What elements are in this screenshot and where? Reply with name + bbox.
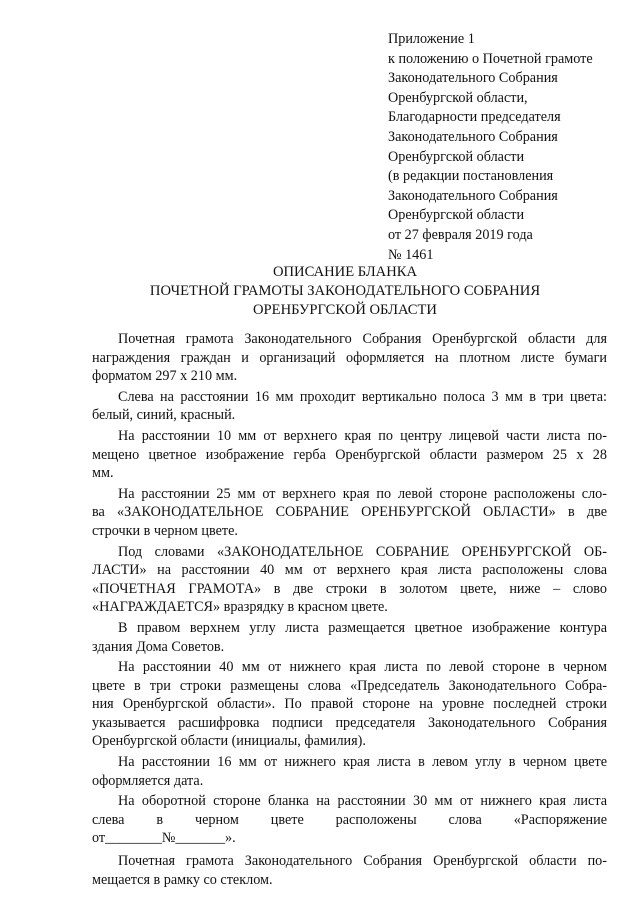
appendix-line: Законодательного Собрания xyxy=(388,128,558,145)
title-line: ОПИСАНИЕ БЛАНКА xyxy=(272,264,418,280)
appendix-line: Приложение 1 xyxy=(388,31,475,47)
paragraph-line: На расстоянии 40 мм от нижнего края листа по левой стороне в черном xyxy=(118,659,607,676)
paragraph-line: На расстоянии 16 мм от нижнего края листа в левом углу в черном цвете xyxy=(118,754,607,771)
title-line: ОРЕНБУРГСКОЙ ОБЛАСТИ xyxy=(253,302,437,318)
paragraph-assembly-words xyxy=(92,485,607,541)
paragraph-line: На расстоянии 25 мм от верхнего края по левой стороне расположены сло- xyxy=(118,485,607,502)
paragraph-stripe xyxy=(92,388,607,425)
paragraph-line: ва «ЗАКОНОДАТЕЛЬНОЕ СОБРАНИЕ ОРЕНБУРГСКОЙ ОБЛАСТИ» в две xyxy=(92,504,607,521)
appendix-line: Оренбургской области xyxy=(388,207,525,224)
paragraph-line: мм. xyxy=(92,465,114,482)
paragraph-building-image xyxy=(92,619,607,656)
appendix-line: Оренбургской области xyxy=(388,148,525,165)
paragraph-reverse-side xyxy=(92,792,607,848)
document-title xyxy=(90,263,600,320)
paragraph-line: ЛАСТИ» на расстоянии 40 мм от верхнего края листа расположены слова xyxy=(92,562,607,579)
paragraph-line: Почетная грамота Законодательного Собрания Оренбургской области по- xyxy=(118,853,607,870)
paragraph-line: «НАГРАЖДАЕТСЯ» вразрядку в красном цвете. xyxy=(92,599,388,616)
paragraph-line: На оборотной стороне бланка на расстоянии 30 мм от нижнего края листа xyxy=(118,793,607,810)
paragraph-line: от________№_______». xyxy=(92,830,236,847)
appendix-line: к положению о Почетной грамоте xyxy=(388,50,593,67)
paragraph-signature xyxy=(92,658,607,751)
paragraph-line: На расстоянии 10 мм от верхнего края по центру лицевой части листа по- xyxy=(118,427,607,444)
paragraph-line: цвете в три строки размещены слова «Председатель Законодательного Собра- xyxy=(92,677,607,694)
appendix-line: Благодарности председателя xyxy=(388,109,561,126)
appendix-line: Законодательного Собрания xyxy=(388,70,558,87)
paragraph-line: «ПОЧЕТНАЯ ГРАМОТА» в две строки в золотом цвете, ниже – слово xyxy=(92,580,607,597)
appendix-line: от 27 февраля 2019 года xyxy=(388,226,533,243)
paragraph-line: Оренбургской области (инициалы, фамилия). xyxy=(92,733,366,750)
appendix-line: Законодательного Собрания xyxy=(388,187,558,204)
paragraph-line: награждения граждан и организаций оформляется на плотном листе бумаги xyxy=(92,349,607,366)
appendix-header xyxy=(388,30,628,265)
paragraph-line: оформляется дата. xyxy=(92,772,204,789)
paragraph-line: мещено цветное изображение герба Оренбургской области размером 25 х 28 xyxy=(92,446,607,463)
paragraph-line: ния Оренбургской области». По правой стороне на уровне последней строки xyxy=(92,696,607,713)
paragraph-coat-of-arms xyxy=(92,427,607,483)
paragraph-line: форматом 297 х 210 мм. xyxy=(92,368,238,385)
appendix-line: № 1461 xyxy=(388,246,434,263)
paragraph-format xyxy=(92,330,607,386)
paragraph-line: слева в черном цвете расположены слова «Распоряжение xyxy=(92,811,607,828)
appendix-line: Оренбургской области, xyxy=(388,89,528,106)
paragraph-line: Под словами «ЗАКОНОДАТЕЛЬНОЕ СОБРАНИЕ ОРЕНБУРГСКОЙ ОБ- xyxy=(118,543,607,560)
paragraph-line: строчки в черном цвете. xyxy=(92,522,238,539)
paragraph-frame xyxy=(92,852,607,889)
paragraph-line: белый, синий, красный. xyxy=(92,407,236,424)
document-body xyxy=(92,330,607,889)
paragraph-line: Слева на расстоянии 16 мм проходит вертикально полоса 3 мм в три цвета: xyxy=(118,388,607,405)
paragraph-line: указывается расшифровка подписи председателя Законодательного Собрания xyxy=(92,714,607,731)
paragraph-line: мещается в рамку со стеклом. xyxy=(92,871,273,888)
appendix-line: (в редакции постановления xyxy=(388,168,554,185)
title-line: ПОЧЕТНОЙ ГРАМОТЫ ЗАКОНОДАТЕЛЬНОГО СОБРАНИЯ xyxy=(149,283,541,299)
paragraph-line: здания Дома Советов. xyxy=(92,638,225,655)
paragraph-certificate-words xyxy=(92,543,607,617)
paragraph-date xyxy=(92,753,607,790)
paragraph-line: Почетная грамота Законодательного Собрания Оренбургской области для xyxy=(118,331,607,347)
paragraph-line: В правом верхнем углу листа размещается цветное изображение контура xyxy=(118,619,607,636)
